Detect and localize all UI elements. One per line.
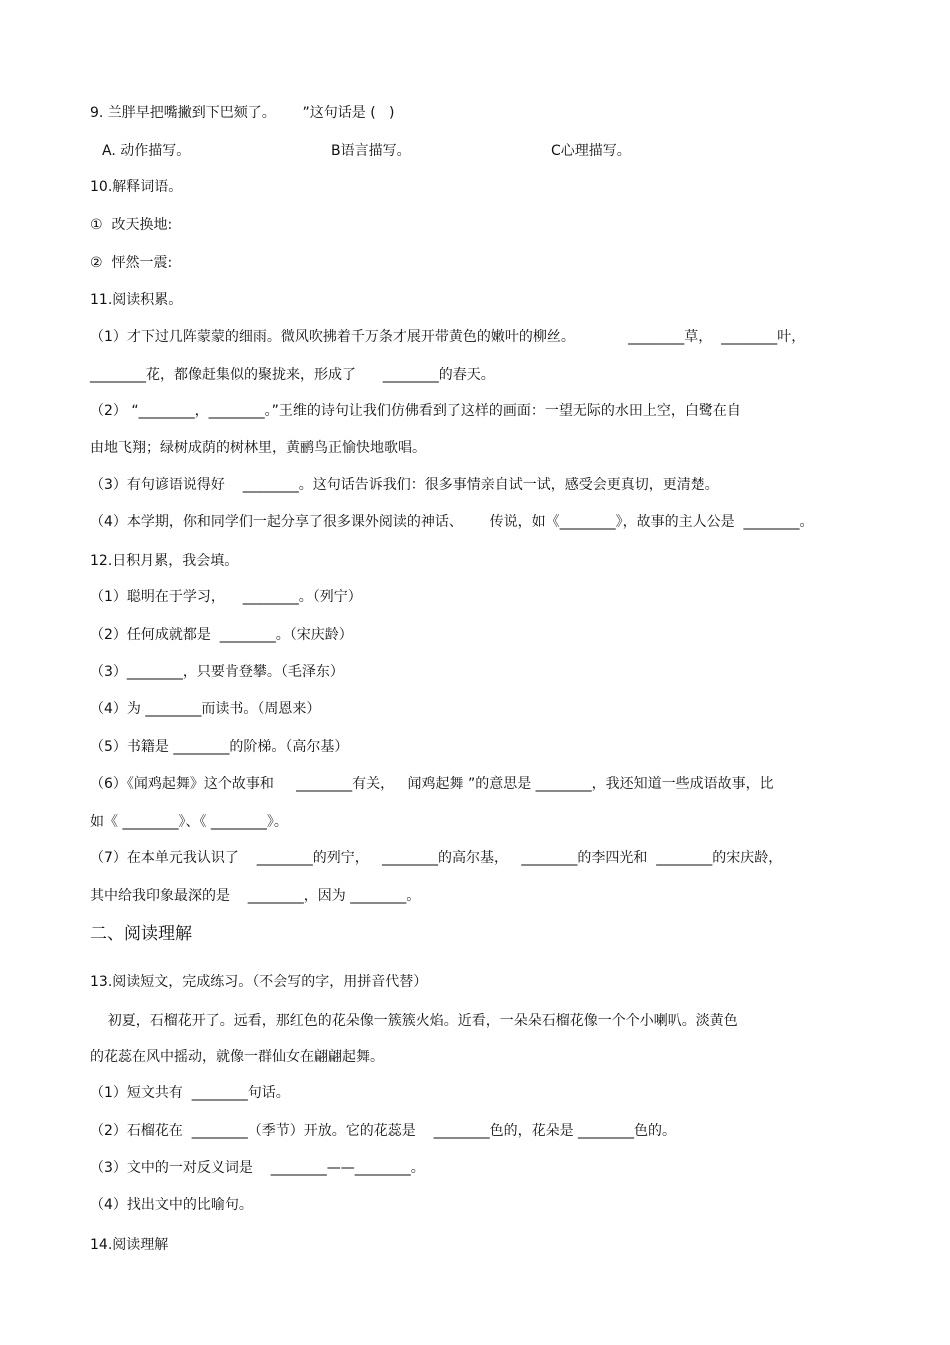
q9-option-c: C心理描写。: [551, 143, 631, 159]
q10-item-1: ① 改天换地:: [90, 217, 173, 233]
q13-passage-line2: 的花蕊在风中摇动，就像一群仙女在翩翩起舞。: [90, 1049, 384, 1065]
q12-part6-line1: （6）《闻鸡起舞》这个故事和 ________有关， 闻鸡起舞 ”的意思是 ________，我还知道一些成语故事，比: [90, 776, 774, 792]
q13-part4: （4）找出文中的比喻句。: [90, 1197, 253, 1213]
q11-title: 11.阅读积累。: [90, 292, 183, 308]
q12-part5: （5）书籍是 ________的阶梯。（高尔基）: [90, 739, 349, 755]
q11-part3: （3）有句谚语说得好 ________。这句话告诉我们：很多事情亲自试一试，感受会更真切，更清楚。: [90, 477, 719, 493]
q9-stem: 9. 兰胖早把嘴撇到下巴颏了。 ”这句话是 ( ): [90, 105, 395, 121]
q12-part2: （2）任何成就都是 ________。（宋庆龄）: [90, 627, 353, 643]
q13-title: 13.阅读短文，完成练习。（不会写的字，用拼音代替）: [90, 974, 428, 990]
q13-part1: （1）短文共有 ________句话。: [90, 1085, 290, 1101]
q12-part3: （3）________，只要肯登攀。（毛泽东）: [90, 664, 344, 680]
q11-part4: （4）本学期，你和同学们一起分享了很多课外阅读的神话、 传说，如《________》，故事的主人公是 ________。: [90, 514, 814, 530]
q12-part1: （1）聪明在于学习， ________。（列宁）: [90, 589, 362, 605]
q11-part1-line2: ________花，都像赶集似的聚拢来，形成了 ________的春天。: [90, 367, 495, 383]
section-heading: 二、阅读理解: [90, 924, 192, 944]
q11-part2-line1: （2） “________，________。”王维的诗句让我们仿佛看到了这样的画面：一望无际的水田上空，白鹭在自: [90, 403, 741, 419]
q12-part7-line1: （7）在本单元我认识了 ________的列宁， ________的高尔基， ________的李四光和 ________的宋庆龄，: [90, 850, 783, 866]
q12-part4: （4）为 ________而读书。（周恩来）: [90, 701, 321, 717]
q11-part2-line2: 由地飞翔；绿树成荫的树林里，黄鹂鸟正愉快地歌唱。: [90, 440, 426, 456]
q12-title: 12.日积月累，我会填。: [90, 553, 239, 569]
q14-title: 14.阅读理解: [90, 1237, 169, 1253]
q12-part7-line2: 其中给我印象最深的是 ________，因为 ________。: [90, 888, 421, 904]
q12-part6-line2: 如《 ________》、《 ________》。: [90, 814, 288, 830]
q10-title: 10.解释词语。: [90, 179, 183, 195]
q13-passage-line1: 初夏，石榴花开了。远看，那红色的花朵像一簇簇火焰。近看，一朵朵石榴花像一个个小喇叭。淡黄色: [90, 1013, 738, 1029]
q11-part1-line1: （1）才下过几阵蒙蒙的细雨。微风吹拂着千万条才展开带黄色的嫩叶的柳丝。 ________草， ________叶，: [90, 329, 806, 345]
q13-part2: （2）石榴花在 ________（季节）开放。它的花蕊是 ________色的，花朵是 ________色的。: [90, 1123, 677, 1139]
q10-item-2: ② 怦然一震:: [90, 255, 173, 271]
q9-option-a: A. 动作描写。: [102, 143, 191, 159]
q13-part3: （3）文中的一对反义词是 ________——________。: [90, 1160, 425, 1176]
q9-option-b: B语言描写。: [331, 143, 411, 159]
